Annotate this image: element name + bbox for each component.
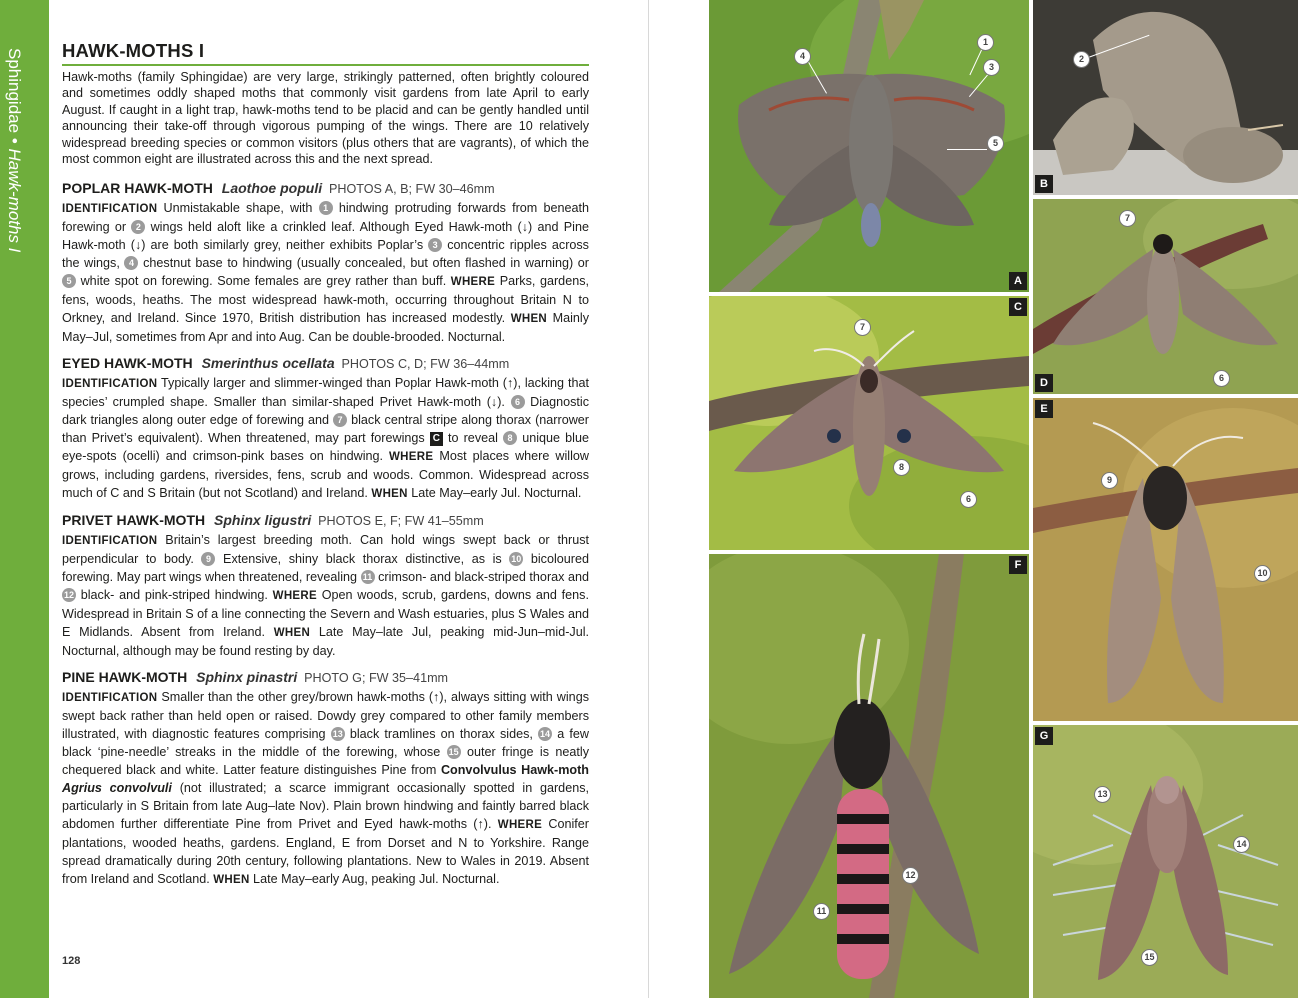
feature-number-badge: 3 (428, 238, 442, 252)
keyword-label: WHEN (213, 874, 250, 887)
species-name: PINE HAWK-MOTH (62, 669, 188, 686)
keyword-label: IDENTIFICATION (62, 378, 158, 391)
feature-number-badge: 15 (448, 747, 459, 758)
species-description: IDENTIFICATION Unmistakable shape, with 1 hindwing protruding forwards from beneath forewing or 2 wings held aloft like a crinkled leaf. Although Eyed Hawk-moth (↓) and Pine Hawk-moth (↓) are both similarly grey, neither exhibits Poplar’s 3 concentric ripples across the wings, 4 chestnut base to hindwing (usually concealed, but often flashed in warning) or 5 white spot on forewing. Some females are grey rather than buff. WHERE Parks, gardens, fens, woods, heaths. The most widespread hawk-moth, occurring throughout Britain N to Orkney, and Ireland. Since 1970, British distribution has increased modestly. WHEN Mainly May–Jul, sometimes from Apr and into Aug. Can be double-brooded. Nocturnal. (62, 201, 590, 345)
callout-2: 2 (1073, 51, 1090, 68)
side-tab-group: Hawk-moths I (5, 148, 24, 253)
feature-number-badge: 2 (131, 220, 145, 234)
page-gutter (648, 0, 649, 998)
callout-13: 13 (1094, 786, 1111, 803)
photo-label-f: F (1009, 556, 1027, 574)
photo-a (709, 0, 1029, 292)
keyword-label: WHERE (389, 451, 434, 464)
species-meta: PHOTO G; FW 35–41mm (304, 671, 449, 686)
callout-6: 6 (960, 491, 977, 508)
species-latin-name: Sphinx pinastri (196, 669, 298, 686)
photo-g (1033, 725, 1298, 998)
callout-5: 5 (987, 135, 1004, 152)
species-name: POPLAR HAWK-MOTH (62, 180, 213, 197)
feature-number-badge: 14 (540, 729, 551, 740)
side-tab-separator: • (5, 137, 24, 144)
callout-15: 15 (1141, 949, 1158, 966)
callout-11: 11 (813, 903, 830, 920)
feature-number-badge: 11 (361, 570, 375, 584)
species-name: EYED HAWK-MOTH (62, 355, 193, 372)
species-heading (62, 179, 589, 198)
photo-label-d: D (1035, 374, 1053, 392)
feature-number-badge: 4 (124, 256, 138, 270)
keyword-label: WHERE (450, 276, 496, 289)
species-meta: PHOTOS A, B; FW 30–46mm (329, 182, 495, 197)
keyword-label: WHEN (510, 313, 548, 326)
species-entry (62, 511, 589, 660)
species-latin-name: Smerinthus ocellata (201, 355, 335, 372)
keyword-label: IDENTIFICATION (62, 535, 158, 548)
species-heading (62, 511, 589, 530)
species-meta: PHOTOS E, F; FW 41–55mm (318, 514, 484, 529)
photo-label-e: E (1035, 400, 1053, 418)
page-title: HAWK-MOTHS I (62, 40, 589, 66)
keyword-label: IDENTIFICATION (62, 692, 158, 705)
photo-b (1033, 0, 1298, 195)
photo-e (1033, 398, 1298, 721)
photo-c (709, 296, 1029, 550)
keyword-label: WHEN (371, 488, 408, 501)
feature-number-badge: 7 (333, 413, 347, 427)
callout-3: 3 (983, 59, 1000, 76)
intro-paragraph: Hawk-moths (family Sphingidae) are very large, strikingly patterned, often brightly coloured and sometimes oddly shaped moths that commonly visit gardens from late April to early August. If caught in a light trap, hawk-moths tend to be placid and can be gently handled until announcing their take-off through vigorous pumping of the wings. There are 10 relatively widespread breeding species or common visitors (plus others that are vagrants), of which the most common eight are illustrated across this and the next spread. (62, 70, 589, 167)
feature-number-badge: 12 (63, 590, 74, 601)
side-tab-text (4, 48, 24, 252)
feature-number-badge: 9 (201, 552, 215, 566)
species-meta: PHOTOS C, D; FW 36–44mm (341, 357, 510, 372)
feature-number-badge: 6 (511, 395, 525, 409)
species-description: IDENTIFICATION Typically larger and slimmer-winged than Poplar Hawk-moth (↑), lacking that species’ crumpled shape. Smaller than similar-shaped Privet Hawk-moth (↓). 6 Diagnostic dark triangles along outer edge of forewing and 7 black central stripe along thorax (narrower than Privet’s equivalent). When threatened, may part forewings C to reveal 8 unique blue eye-spots (ocelli) and crimson-pink bases on hindwing. WHERE Most places where willow grows, including gardens, riversides, fens, scrub and woods. Common. Widespread across much of C and S Britain (but not Scotland) and Ireland. WHEN Late May–early Jul. Nocturnal. (62, 376, 589, 501)
photo-f (709, 554, 1029, 998)
keyword-label: IDENTIFICATION (62, 203, 158, 216)
photo-label-g: G (1035, 727, 1053, 745)
callout-14: 14 (1233, 836, 1250, 853)
callout-4: 4 (794, 48, 811, 65)
callout-8: 8 (893, 459, 910, 476)
left-page-text (62, 40, 589, 897)
species-description: IDENTIFICATION Smaller than the other grey/brown hawk-moths (↑), always sitting with wings swept back rather than held open or raised. Dowdy grey compared to other family members illustrated, with diagnostic features comprising 13 black tramlines on thorax sides, 14 a few black ‘pine-needle’ streaks in the middle of the forewing, whose 15 outer fringe is neatly chequered black and white. Latter feature distinguishes Pine from Convolvulus Hawk-moth Agrius convolvuli (not illustrated; a scarce immigrant occasionally spotted in gardens, particularly in S Britain from late Aug–late Nov). Plain brown hindwing and faintly barred black abdomen further differentiate Pine from Privet and Eyed hawk-moths (↑). WHERE Conifer plantations, wooded heaths, gardens. England, E from Dorset and N to Yorkshire. Range spread dramatically during 20th century, following plantations. New to Wales in 2019. Absent from Ireland and Scotland. WHEN Late May–early Aug, peaking Jul. Nocturnal. (62, 690, 590, 887)
photo-label-b: B (1035, 175, 1053, 193)
keyword-label: WHERE (272, 590, 317, 603)
feature-number-badge: 10 (511, 554, 522, 565)
page-number: 128 (62, 955, 81, 967)
photo-reference-badge: C (430, 432, 443, 446)
photo-label-a: A (1009, 272, 1027, 290)
feature-number-badge: 5 (62, 274, 76, 288)
callout-9: 9 (1101, 472, 1118, 489)
callout-7: 7 (854, 319, 871, 336)
feature-number-badge: 8 (503, 431, 517, 445)
side-tab-family: Sphingidae (5, 48, 24, 134)
species-latin-name: Sphinx ligustri (214, 512, 312, 529)
species-entry (62, 354, 589, 503)
species-entry (62, 179, 589, 346)
species-crossref-latin: Agrius convolvuli (62, 781, 172, 796)
keyword-label: WHERE (497, 819, 543, 832)
photo-label-c: C (1009, 298, 1027, 316)
callout-6: 6 (1213, 370, 1230, 387)
species-heading (62, 668, 589, 687)
species-description: IDENTIFICATION Britain’s largest breeding moth. Can hold wings swept back or thrust perpendicular to body. 9 Extensive, shiny black thorax distinctive, as is 10 bicoloured forewing. May part wings when threatened, revealing 11 crimson- and black-striped thorax and 12 black- and pink-striped hindwing. WHERE Open woods, scrub, gardens, downs and fens. Widespread in Britain S of a line connecting the Severn and Wash estuaries, plus S Wales and E Midlands. Absent from Ireland. WHEN Late May–late Jul, peaking mid-Jun–mid-Jul. Nocturnal, although may be found resting by day. (62, 533, 590, 659)
feature-number-badge: 1 (319, 201, 333, 215)
species-latin-name: Laothoe populi (221, 180, 323, 197)
photo-d (1033, 199, 1298, 394)
species-heading (62, 354, 589, 373)
callout-10: 10 (1254, 565, 1271, 582)
species-entry (62, 668, 589, 889)
callout-12: 12 (902, 867, 919, 884)
callout-7: 7 (1119, 210, 1136, 227)
feature-number-badge: 13 (332, 729, 343, 740)
species-crossref: Convolvulus Hawk-moth (440, 763, 590, 778)
species-name: PRIVET HAWK-MOTH (62, 512, 206, 529)
section-side-tab (0, 0, 49, 998)
keyword-label: WHEN (273, 627, 311, 640)
callout-1: 1 (977, 34, 994, 51)
